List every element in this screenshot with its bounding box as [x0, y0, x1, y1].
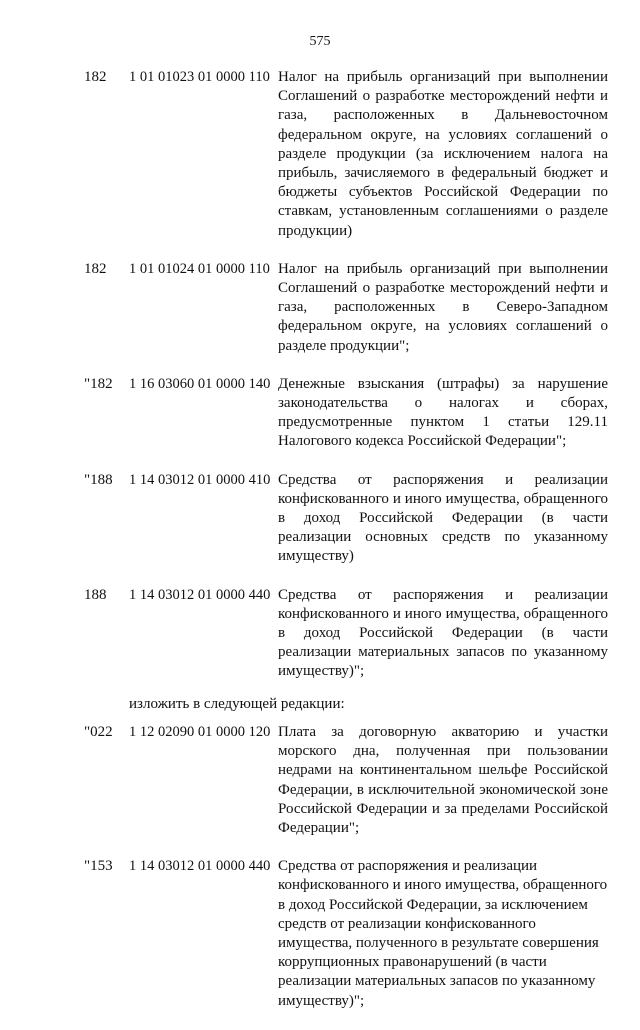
budget-classification-code: 1 14 03012 01 0000 440	[129, 586, 271, 603]
admin-code: "153	[84, 858, 113, 875]
admin-code: 182	[84, 260, 107, 277]
income-description: Плата за договорную акваторию и участки морского дна, полученная при пользовании недрами на континентальном шельфе Российской Федерации, в исключительной экономической зоне Российской Федерации и за пределами Российской Федерации";	[278, 723, 608, 836]
income-description: Денежные взыскания (штрафы) за нарушение законодательства о налогах и сборах, предусмотренные пунктом 1 статьи 129.11 Налогового кодекса Российской Федерации";	[278, 375, 608, 450]
amendment-instruction: изложить в следующей редакции:	[129, 695, 345, 712]
income-description: Налог на прибыль организаций при выполнении Соглашений о разработке месторождений нефти и газа, расположенных в Северо-Западном федеральном округе, на условиях соглашений о разделе продукции";	[278, 260, 608, 354]
budget-classification-code: 1 12 02090 01 0000 120	[129, 723, 271, 740]
document-body	[0, 68, 640, 1030]
income-description: Налог на прибыль организаций при выполнении Соглашений о разработке месторождений нефти и газа, расположенных в Дальневосточном федеральном округе, на условиях соглашений о разделе продукции (за исключением налога на прибыль, зачисляемого в федеральный бюджет и бюджеты субъектов Российской Федерации по ставкам, установленным соглашениями о разделе продукции)	[278, 69, 608, 239]
table-row	[0, 68, 640, 241]
table-row	[0, 857, 640, 1011]
admin-code: "182	[84, 375, 113, 392]
budget-classification-code: 1 16 03060 01 0000 140	[129, 375, 271, 392]
table-row	[0, 723, 640, 838]
page-number: 575	[309, 34, 331, 49]
table-row	[0, 586, 640, 682]
income-description: Средства от распоряжения и реализации конфискованного и иного имущества, обращенного в доход Российской Федерации, за исключением средств от реализации конфискованного имущества, полученного в результате совершения коррупционных правонарушений (в части реализации материальных запасов по указанному имуществу)";	[278, 858, 608, 1009]
admin-code: 182	[84, 69, 107, 85]
budget-classification-code: 1 14 03012 01 0000 410	[129, 471, 271, 488]
table-row	[0, 260, 640, 356]
admin-code: "022	[84, 723, 113, 740]
budget-classification-code: 1 01 01024 01 0000 110	[129, 260, 270, 277]
income-description: Средства от распоряжения и реализации конфискованного и иного имущества, обращенного в доход Российской Федерации (в части реализации материальных запасов по указанному имуществу)";	[278, 586, 608, 680]
budget-classification-code: 1 01 01023 01 0000 110	[129, 69, 270, 85]
table-row	[0, 375, 640, 452]
table-row	[0, 471, 640, 567]
budget-classification-code: 1 14 03012 01 0000 440	[129, 858, 271, 875]
admin-code: 188	[84, 586, 107, 603]
admin-code: "188	[84, 471, 113, 488]
income-description: Средства от распоряжения и реализации конфискованного и иного имущества, обращенного в доход Российской Федерации (в части реализации основных средств по указанному имуществу)	[278, 471, 608, 565]
